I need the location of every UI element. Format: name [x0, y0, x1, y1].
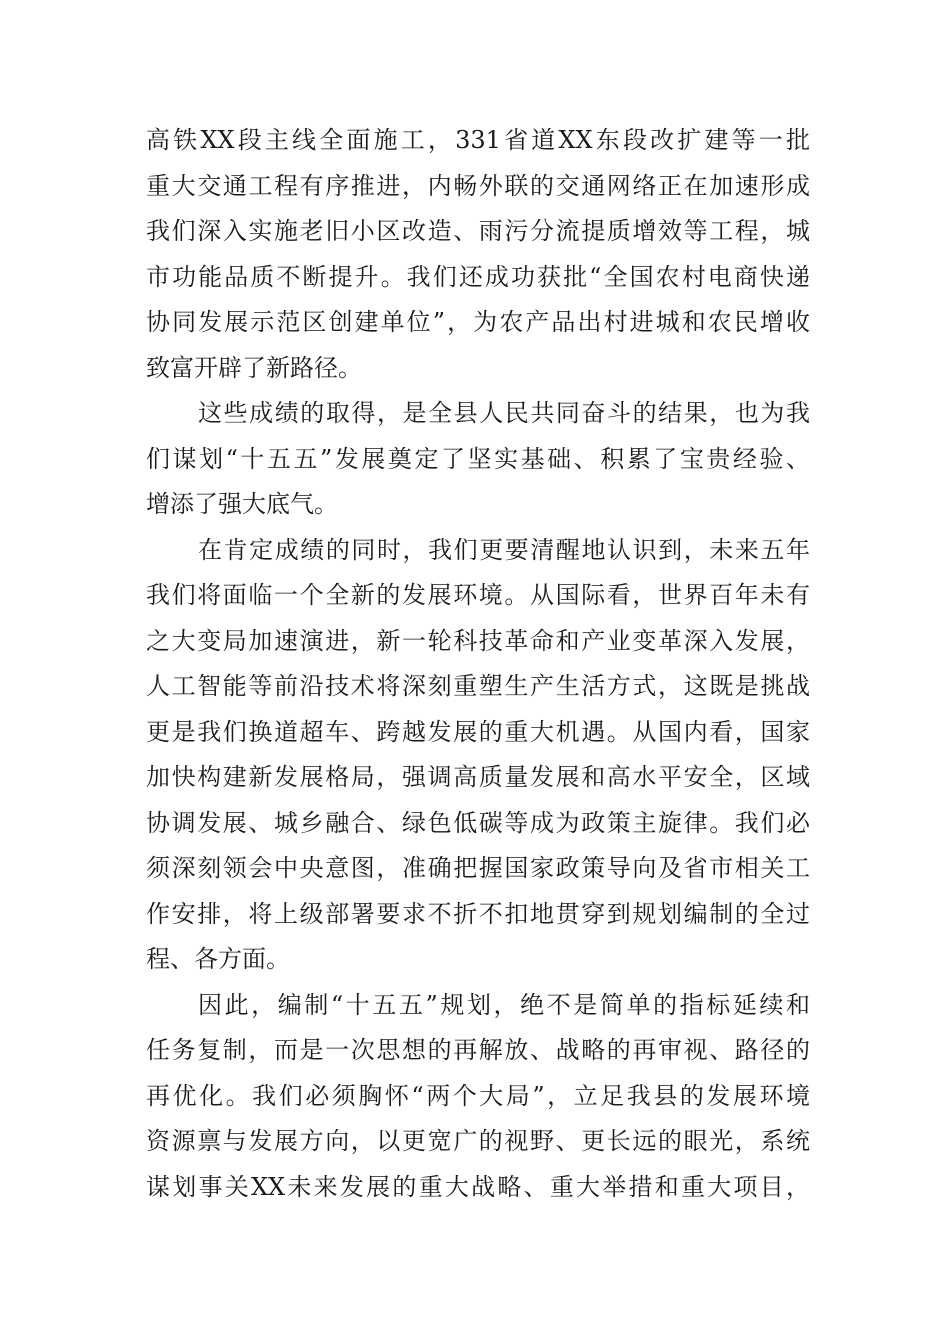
text-line: 更是我们换道超车、跨越发展的重大机遇。从国内看，国家 — [146, 717, 810, 746]
text-line: 协调发展、城乡融合、绿色低碳等成为政策主旋律。我们必 — [146, 808, 810, 837]
text-line: 们谋划“十五五”发展奠定了坚实基础、积累了宝贵经验、 — [146, 444, 810, 473]
paragraph — [146, 391, 810, 528]
text-line: 再优化。我们必须胸怀“两个大局”，立足我县的发展环境 — [146, 1081, 810, 1110]
text-line: 致富开辟了新路径。 — [146, 353, 362, 382]
text-line: 重大交通工程有序推进，内畅外联的交通网络正在加速形成 — [146, 171, 810, 200]
text-line: 人工智能等前沿技术将深刻重塑生产生活方式，这既是挑战 — [146, 672, 810, 700]
text-line: 我们深入实施老旧小区改造、雨污分流提质增效等工程，城 — [146, 217, 810, 245]
text-line: 谋划事关XX未来发展的重大战略、重大举措和重大项目， — [146, 1172, 810, 1201]
text-line: 资源禀与发展方向，以更宽广的视野、更长远的眼光，系统 — [146, 1127, 810, 1155]
text-line: 因此，编制“十五五”规划，绝不是简单的指标延续和 — [198, 990, 810, 1019]
paragraph — [146, 528, 810, 983]
text-line: 作安排，将上级部署要求不折不扣地贯穿到规划编制的全过 — [146, 899, 810, 928]
text-line: 之大变局加速演进，新一轮科技革命和产业变革深入发展， — [146, 626, 810, 655]
text-line: 加快构建新发展格局，强调高质量发展和高水平安全，区域 — [146, 763, 810, 791]
text-line: 这些成绩的取得，是全县人民共同奋斗的结果，也为我 — [198, 399, 810, 427]
paragraph — [146, 983, 810, 1211]
text-line: 程、各方面。 — [146, 945, 290, 973]
text-line: 增添了强大底气。 — [146, 490, 338, 518]
text-line: 市功能品质不断提升。我们还成功获批“全国农村电商快递 — [146, 262, 810, 291]
text-line: 协同发展示范区创建单位”，为农产品出村进城和农民增收 — [146, 308, 810, 336]
text-line: 高铁XX段主线全面施工，331省道XX东段改扩建等一批 — [146, 126, 810, 154]
text-line: 我们将面临一个全新的发展环境。从国际看，世界百年未有 — [146, 581, 810, 609]
text-line: 任务复制，而是一次思想的再解放、战略的再审视、路径的 — [146, 1036, 810, 1064]
document-body — [146, 118, 810, 1210]
paragraph — [146, 118, 810, 391]
text-line: 在肯定成绩的同时，我们更要清醒地认识到，未来五年 — [198, 535, 810, 564]
text-line: 须深刻领会中央意图，准确把握国家政策导向及省市相关工 — [146, 854, 810, 882]
